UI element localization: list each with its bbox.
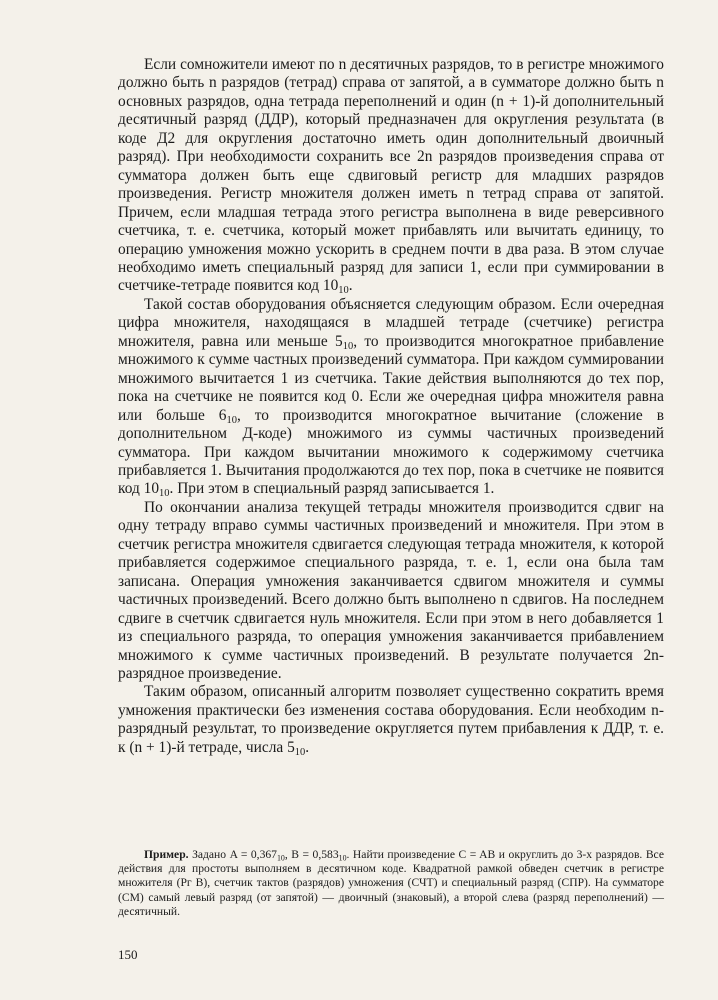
page-number: 150 <box>118 947 138 962</box>
paragraph-1: Если сомножители имеют по n десятичных разрядов, то в регистре множимого должно быть n разрядов (тетрад) справа от запятой, а в сумматоре должно быть n основных разрядов, одна тетрада переполнений и один (n + 1)-й дополнительный десятичный разряд (ДДР), который предназначен для округления результата (в коде Д2 для округления достаточно иметь один дополнительный двоичный разряд). При необходимости сохранить все 2n разрядов произведения справа от сумматора должен быть еще сдвиговый регистр для младших разрядов произведения. Регистр множителя должен иметь n тетрад справа от запятой. Причем, если младшая тетрада этого регистра выполнена в виде реверсивного счетчика, т. е. счетчика, который может прибавлять или вычитать единицу, то операцию умножения можно ускорить в среднем почти в два раза. В этом случае необходимо иметь специальный разряд для записи 1, если при суммировании в счетчике-тетраде появится код $10_{10}$. <box>118 56 664 297</box>
example-lead: Пример. <box>144 848 189 861</box>
paragraph-4: Таким образом, описанный алгоритм позволяет существенно сократить время умножения практически без изменения состава оборудования. Если необходим n-разрядный результат, то произведение округляется путем прибавления к ДДР, т. е. к (n + 1)-й тетраде, числа $5_{10}$. <box>118 683 664 758</box>
main-text <box>118 56 664 757</box>
paragraph-2: Такой состав оборудования объясняется следующим образом. Если очередная цифра множителя, находящаяся в младшей тетраде (счетчике) регистра множителя, равна или меньше $5_{10}$, то производится многократное прибавление множимого к сумме частных произведений сумматора. При каждом суммировании множимого вычитается 1 из счетчика. Такие действия выполняются до тех пор, пока на счетчике не появится код 0. Если же очередная цифра множителя равна или больше $6_{10}$, то производится многократное вычитание (сложение в дополнительном Д-коде) множимого из суммы частичных произведений сумматора. При каждом вычитании множимого к содержимому счетчика прибавляется 1. Вычитания продолжаются до тех пор, пока в счетчике не появится код $10_{10}$. При этом в специальный разряд записывается 1. <box>118 295 664 500</box>
example-note: Пример. Задано $A = 0,367_{10}$, $B = 0,583_{10}$. Найти произведение C = AB и округлить до 3-х разрядов. Все действия для простоты выполняем в десятичном коде. Квадратной рамкой обведен счетчик в регистре множителя (Рг B), счетчик тактов (разрядов) умножения (СЧТ) и специальный разряд (СПР). На сумматоре (СМ) самый левый разряд (от запятой) — двоичный (знаковый), а второй слева (разряд переполнений) — десятичный. <box>118 848 664 918</box>
paragraph-3: По окончании анализа текущей тетрады множителя производится сдвиг на одну тетраду вправо суммы частичных произведений и множителя. При этом в счетчик регистра множителя сдвигается следующая тетрада множителя, к которой прибавляется содержимое специального разряда, т. е. 1, если она была там записана. Операция умножения заканчивается сдвигом множителя и суммы частичных произведений. Всего должно быть выполнено n сдвигов. На последнем сдвиге в счетчик сдвигается нуль множителя. Если при этом в него добавляется 1 из специального разряда, то операция умножения заканчивается прибавлением множимого к сумме частичных произведений. В результате получается 2n-разрядное произведение. <box>118 498 664 682</box>
